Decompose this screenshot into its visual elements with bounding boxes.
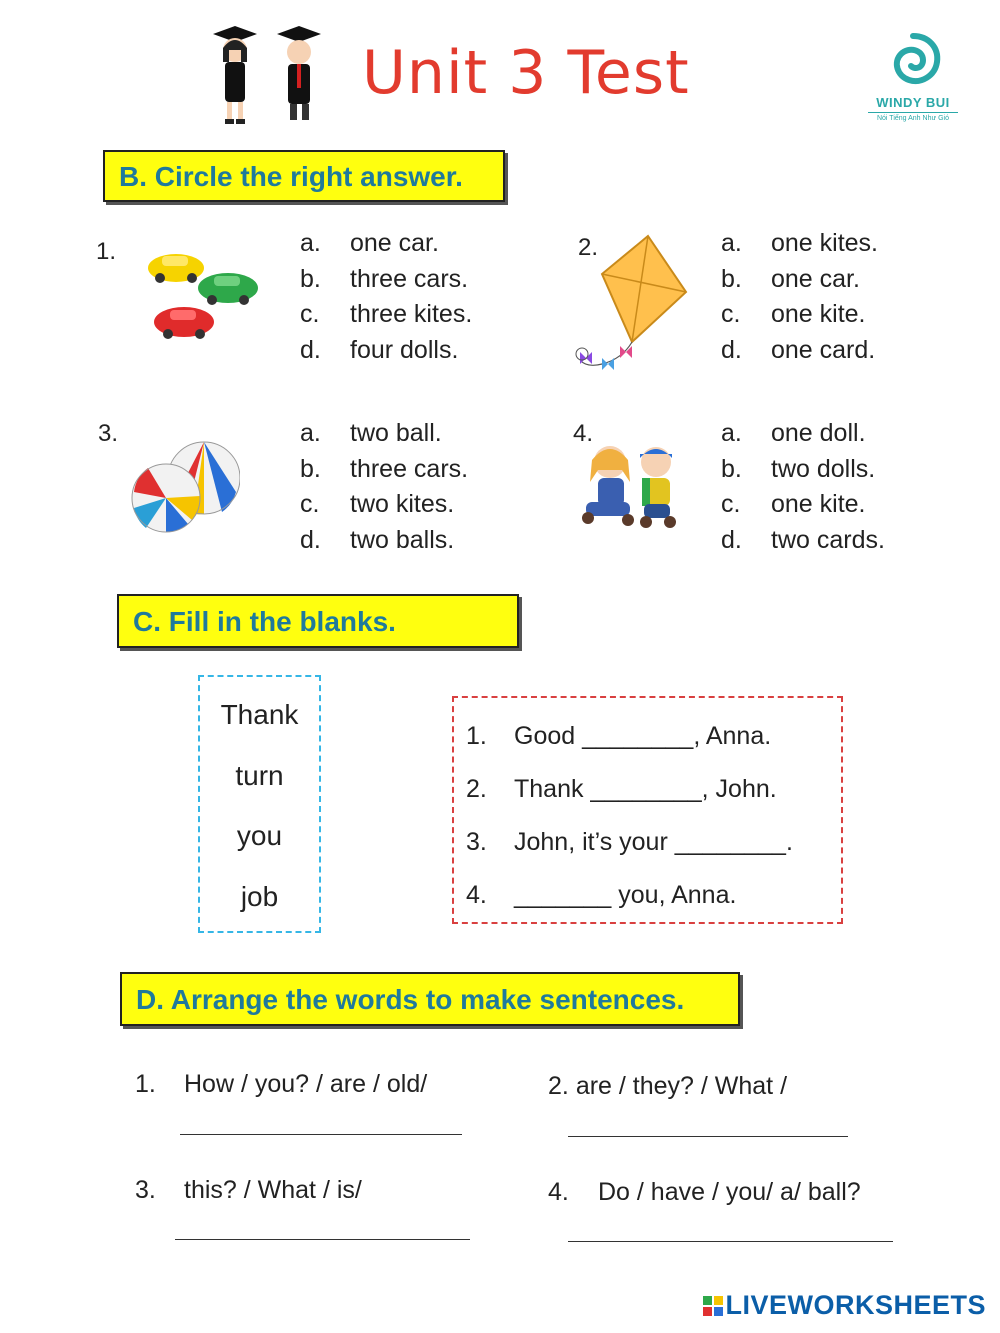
option-item[interactable] [721,333,878,369]
option-item[interactable] [300,226,472,262]
word-bank-item[interactable]: turn [235,759,284,791]
section-b-heading: B. Circle the right answer. [103,150,505,202]
option-text: two dolls. [771,454,876,483]
fill-in-sentences-box [452,696,843,924]
option-letter: a. [721,419,742,447]
option-text: one car. [771,264,860,293]
beach-balls-image [126,434,240,538]
sentence-number: 3. [466,828,487,856]
spiral-icon [881,30,945,88]
option-letter: d. [300,525,321,554]
arrange-number: 1. [135,1070,156,1098]
sentence-text: _______ you, Anna. [514,881,737,909]
fill-sentence[interactable] [466,763,841,816]
option-item[interactable] [300,416,468,452]
option-letter: b. [721,454,742,483]
answer-line[interactable] [175,1238,470,1240]
option-letter: b. [300,264,321,293]
arrange-item [135,1070,427,1099]
option-item[interactable] [300,297,472,333]
option-item[interactable] [721,416,885,452]
arrange-item [548,1178,861,1207]
toy-cars-image [142,238,264,348]
option-text: three kites. [350,300,473,328]
arrange-words: How / you? / are / old/ [184,1070,428,1098]
question-number: 3. [98,420,119,447]
answer-line[interactable] [568,1240,893,1242]
options-list [300,226,472,368]
arrange-number: 3. [135,1176,156,1204]
option-item[interactable] [721,487,885,523]
logo-tagline: Nói Tiếng Anh Như Gió [868,112,958,122]
options-list [300,416,468,558]
option-letter: b. [300,454,321,483]
option-text: two cards. [771,525,885,554]
option-letter: c. [721,490,741,518]
option-letter: a. [721,229,742,257]
option-item[interactable] [300,523,468,559]
fill-sentence[interactable] [466,710,841,763]
question-number: 1. [96,238,117,265]
option-item[interactable] [300,333,472,369]
options-list [721,416,885,558]
section-d-heading: D. Arrange the words to make sentences. [120,972,740,1026]
option-text: one kite. [771,490,866,518]
sentence-text: John, it’s your ________. [514,828,793,856]
option-letter: b. [721,264,742,293]
option-letter: c. [300,300,320,328]
option-letter: d. [721,525,742,554]
option-letter: c. [721,300,741,328]
liveworksheets-icon [703,1292,723,1312]
question-number: 2. [578,234,599,261]
fill-sentence[interactable] [466,869,841,922]
option-item[interactable] [721,297,878,333]
windy-bui-logo [868,30,958,122]
option-item[interactable] [721,523,885,559]
liveworksheets-logo [703,1290,986,1321]
arrange-words: Do / have / you/ a/ ball? [598,1178,861,1206]
word-bank-item[interactable]: Thank [220,699,299,730]
option-text: one doll. [771,419,866,447]
answer-line[interactable] [180,1133,462,1135]
sentence-text: Thank ________, John. [514,775,777,803]
arrange-words: this? / What / is/ [184,1176,362,1204]
option-text: two kites. [350,490,455,518]
footer-brand: LIVEWORKSHEETS [725,1290,986,1320]
page-title: Unit 3 Test [362,38,690,108]
sentence-text: Good ________, Anna. [514,722,772,750]
arrange-number: 2. [548,1072,569,1100]
option-text: one car. [350,229,439,257]
option-item[interactable] [721,262,878,298]
answer-line[interactable] [568,1135,848,1137]
option-text: one kites. [771,229,879,257]
sentence-number: 4. [466,881,487,909]
word-bank-item[interactable]: you [236,820,283,851]
option-item[interactable] [721,226,878,262]
option-letter: a. [300,419,321,447]
question-number: 4. [573,420,594,447]
option-text: three cars. [350,454,469,483]
arrange-item [548,1072,787,1101]
word-bank [198,675,321,933]
sentence-number: 1. [466,722,487,750]
option-text: three cars. [350,264,469,293]
option-item[interactable] [721,452,885,488]
arrange-item [135,1176,362,1205]
options-list [721,226,878,368]
logo-name: WINDY BUI [876,95,950,110]
option-text: four dolls. [350,335,459,364]
dolls-image [578,440,688,530]
option-text: two balls. [350,525,455,554]
option-letter: c. [300,490,320,518]
option-letter: d. [721,335,742,364]
kite-image [572,234,690,382]
arrange-number: 4. [548,1178,569,1206]
fill-sentence[interactable] [466,816,841,869]
option-letter: a. [300,229,321,257]
word-bank-item[interactable]: job [240,880,279,912]
graduate-kids-image [205,22,325,128]
option-text: one card. [771,335,876,364]
option-letter: d. [300,335,321,364]
option-text: one kite. [771,300,866,328]
section-c-heading: C. Fill in the blanks. [117,594,519,648]
option-text: two ball. [350,419,442,447]
sentence-number: 2. [466,775,487,803]
option-item[interactable] [300,262,472,298]
option-item[interactable] [300,487,468,523]
arrange-words: are / they? / What / [575,1072,788,1100]
option-item[interactable] [300,452,468,488]
